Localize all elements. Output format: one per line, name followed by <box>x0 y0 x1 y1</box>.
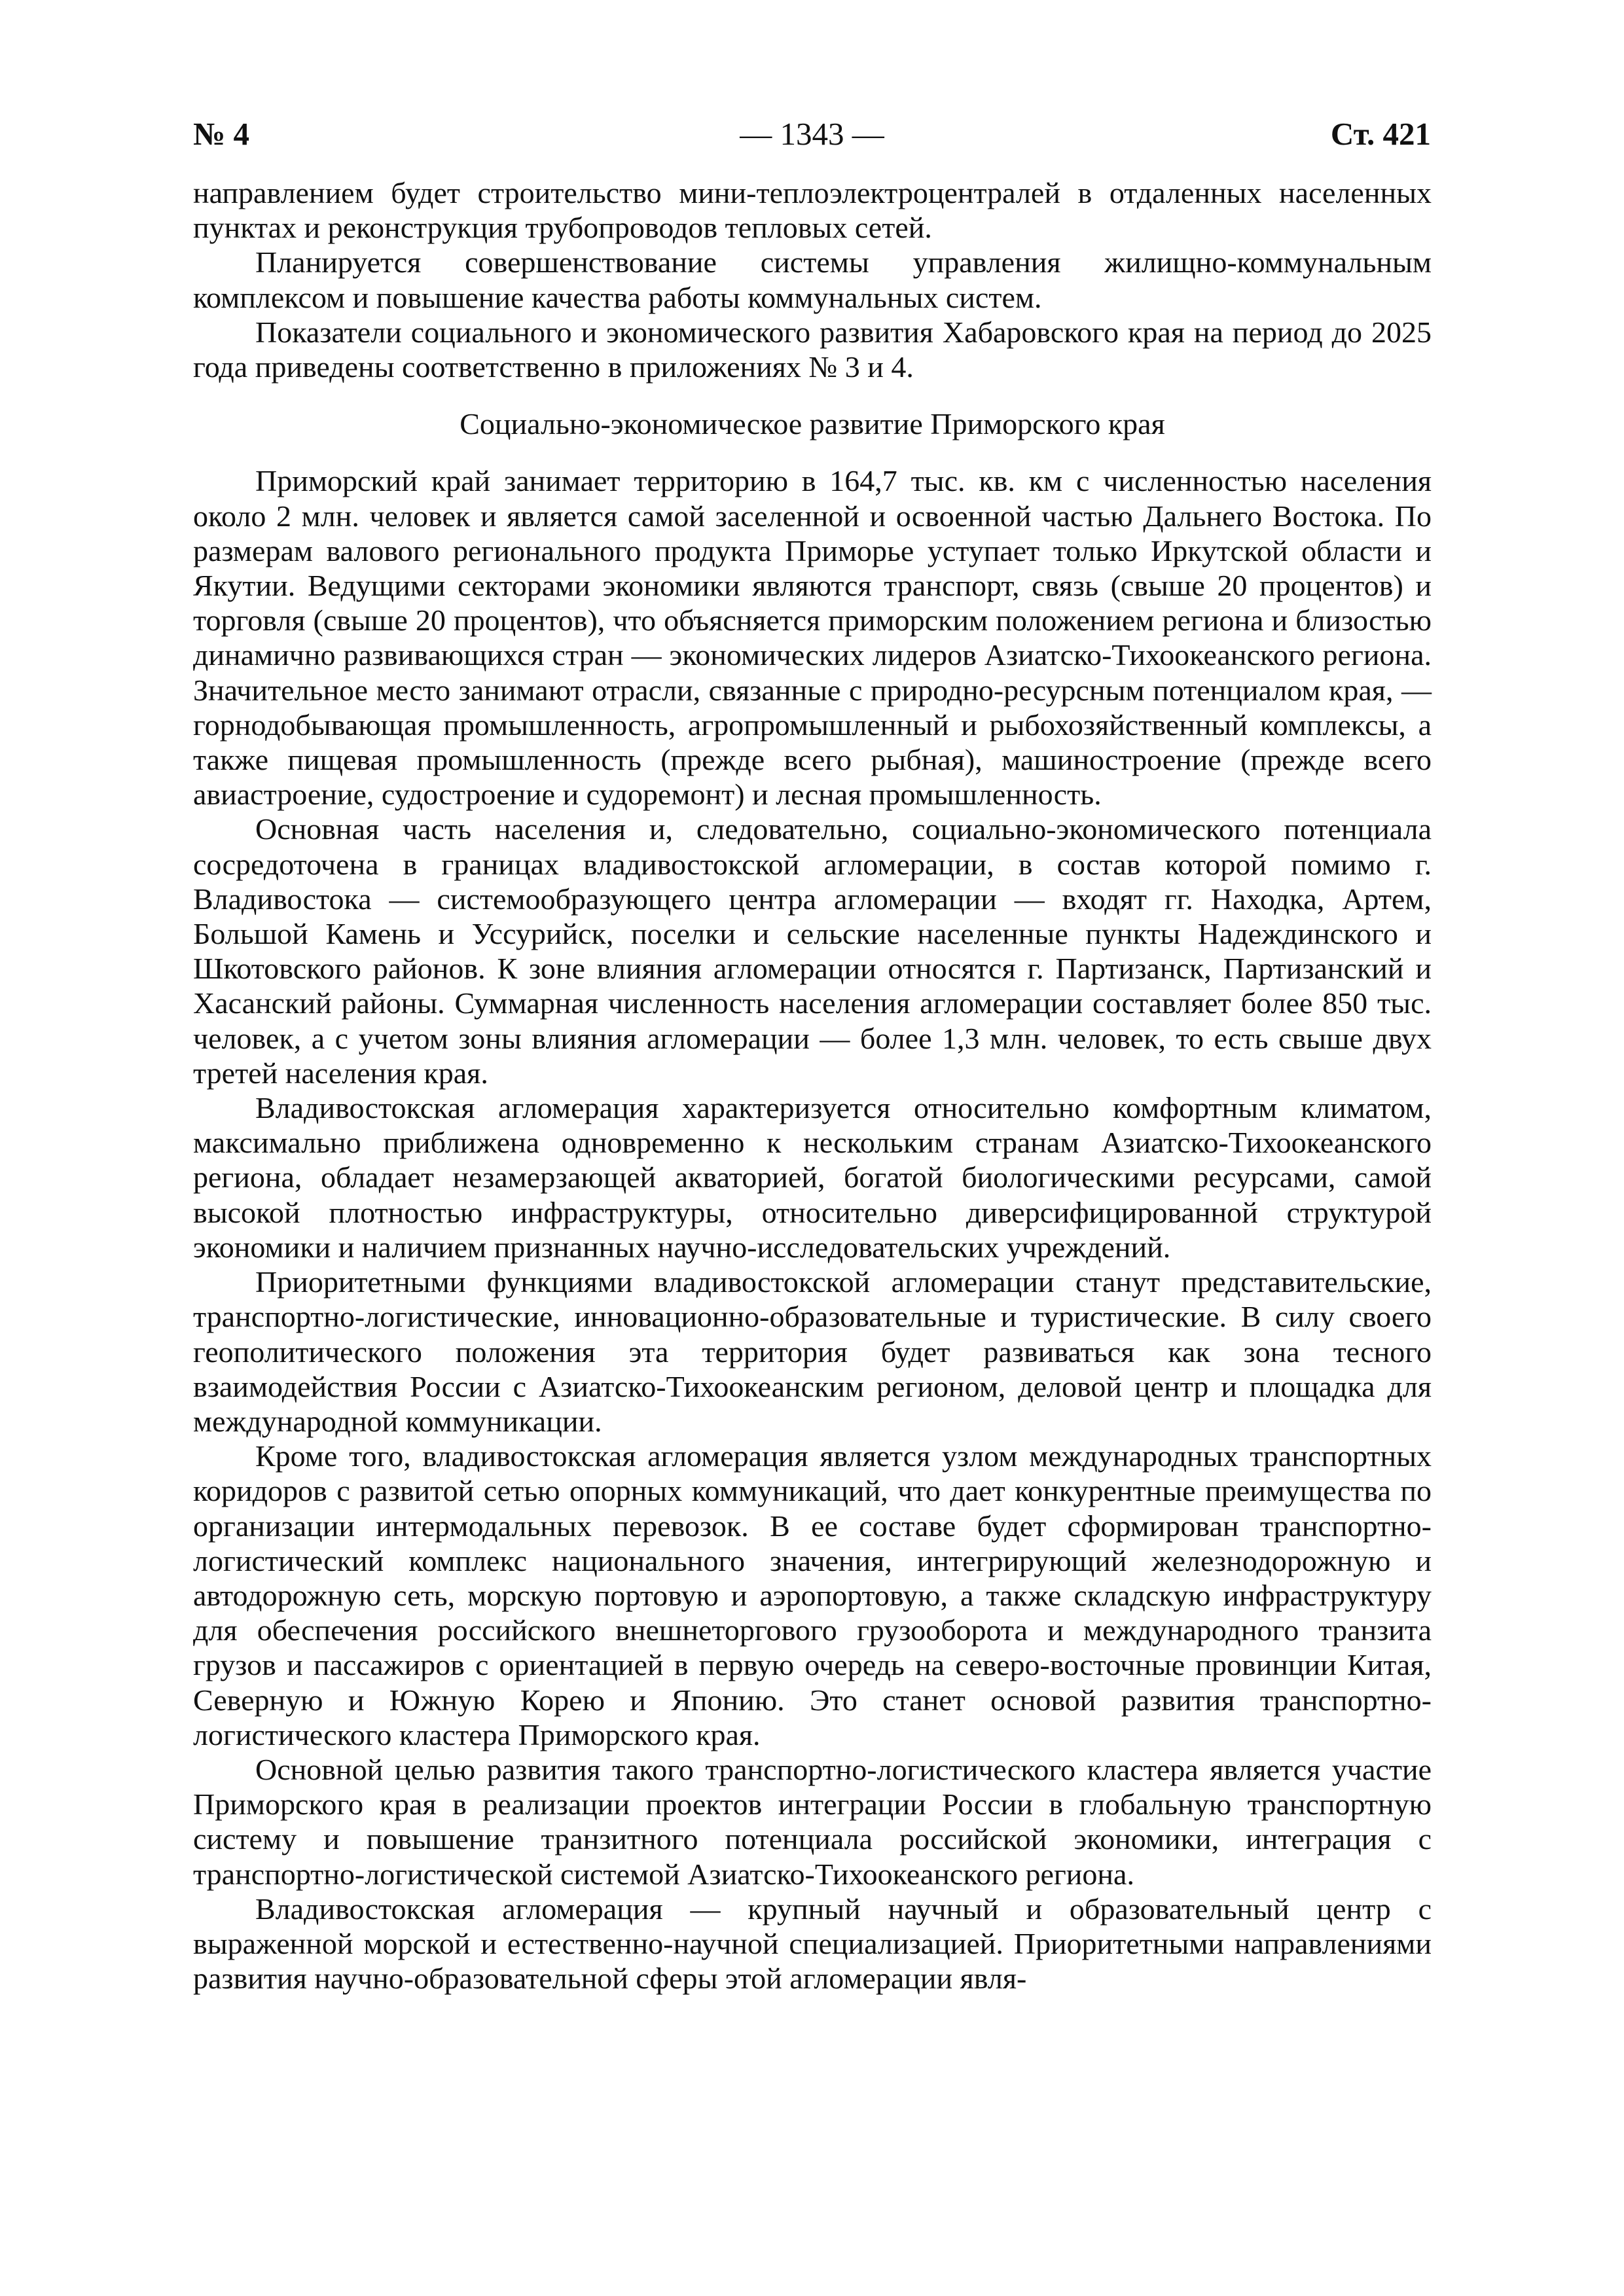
paragraph: Приоритетными функциями владивостокской агломерации станут представительские, транспортно-логистические, инновационно-образовательные и туристические. В силу своего геополитического положения эта территория будет развиваться как зона тесного взаимодействия России с Азиатско-Тихоокеанским регионом, деловой центр и площадка для международной коммуникации. <box>193 1265 1432 1438</box>
paragraph: Планируется совершенствование системы управления жилищно-коммунальным комплексом и повышение качества работы коммунальных систем. <box>193 245 1432 314</box>
paragraph: Основной целью развития такого транспортно-логистического кластера является участие Приморского края в реализации проектов интеграции России в глобальную транспортную систему и повышение транзитного потенциала российской экономики, интеграция с транспортно-логистической системой Азиатско-Тихоокеанского региона. <box>193 1752 1432 1891</box>
continuation-paragraph: направлением будет строительство мини-теплоэлектроцентралей в отдаленных населенных пунктах и реконструкция трубопроводов тепловых сетей. <box>193 176 1432 245</box>
paragraph: Приморский край занимает территорию в 164,7 тыс. кв. км с численностью населения около 2 млн. человек и является самой заселенной и освоенной частью Дальнего Востока. По размерам валового регионального продукта Приморье уступает только Иркутской области и Якутии. Ведущими секторами экономики являются транспорт, связь (свыше 20 процентов) и торговля (свыше 20 процентов), что объясняется приморским положением региона и близостью динамично развивающихся стран — экономических лидеров Азиатско-Тихоокеанского региона. Значительное место занимают отрасли, связанные с природно-ресурсным потенциалом края, — горнодобывающая промышленность, агропромышленный и рыбохозяйственный комплексы, а также пищевая промышленность (прежде всего рыбная), машиностроение (прежде всего авиастроение, судостроение и судоремонт) и лесная промышленность. <box>193 464 1432 812</box>
paragraph: Владивостокская агломерация — крупный научный и образовательный центр с выраженной морской и естественно-научной специализацией. Приоритетными направлениями развития научно-образовательной сферы этой агломерации явля- <box>193 1892 1432 1996</box>
body-text <box>193 175 1432 1996</box>
article-number: Ст. 421 <box>1330 116 1431 152</box>
paragraph: Владивостокская агломерация характеризуется относительно комфортным климатом, максимально приближена одновременно к нескольким странам Азиатско-Тихоокеанского региона, обладает незамерзающей акваторией, богатой биологическими ресурсами, самой высокой плотностью инфраструктуры, относительно диверсифицированной структурой экономики и наличием признанных научно-исследовательских учреждений. <box>193 1091 1432 1264</box>
paragraph: Основная часть населения и, следовательно, социально-экономического потенциала сосредоточена в границах владивостокской агломерации, в состав которой помимо г. Владивостока — системообразующего центра агломерации — входят гг. Находка, Артем, Большой Камень и Уссурийск, поселки и сельские населенные пункты Надеждинского и Шкотовского районов. К зоне влияния агломерации относятся г. Партизанск, Партизанский и Хасанский районы. Суммарная численность населения агломерации составляет более 850 тыс. человек, а с учетом зоны влияния агломерации — более 1,3 млн. человек, то есть свыше двух третей населения края. <box>193 812 1432 1090</box>
section-heading: Социально-экономическое развитие Приморского края <box>460 407 1165 441</box>
page-number: — 1343 — <box>740 116 884 152</box>
page-header <box>193 111 1431 157</box>
paragraph: Кроме того, владивостокская агломерация является узлом международных транспортных коридоров с развитой сетью опорных коммуникаций, что дает конкурентные преимущества по организации интермодальных перевозок. В ее составе будет сформирован транспортно-логистический комплекс национального значения, интегрирующий железнодорожную и автодорожную сеть, морскую портовую и аэропортовую, а также складскую инфраструктуру для обеспечения российского внешнеторгового грузооборота и международного транзита грузов и пассажиров с ориентацией в первую очередь на северо-восточные провинции Китая, Северную и Южную Корею и Японию. Это станет основой развития транспортно-логистического кластера Приморского края. <box>193 1439 1432 1751</box>
paragraph: Показатели социального и экономического развития Хабаровского края на период до 2025 года приведены соответственно в приложениях № 3 и 4. <box>193 315 1432 384</box>
issue-number: № 4 <box>193 116 249 152</box>
